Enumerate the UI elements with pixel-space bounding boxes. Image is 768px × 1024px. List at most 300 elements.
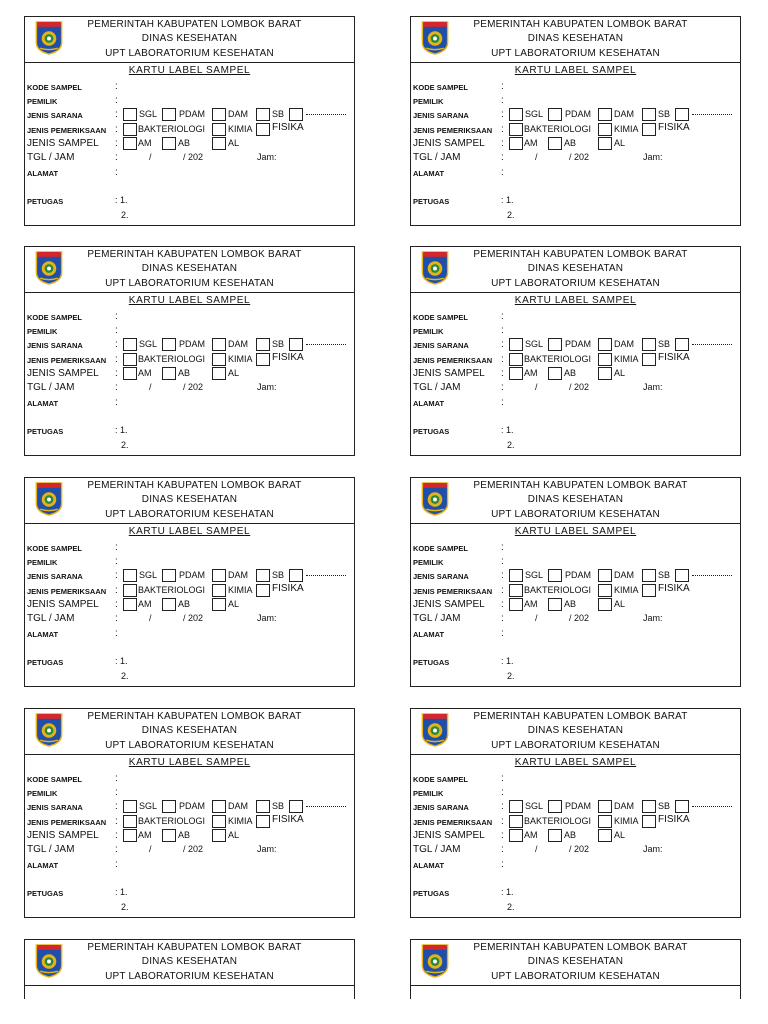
option-bakteriologi: BAKTERIOLOGI — [138, 354, 206, 364]
date-separator-2: / 202 — [183, 382, 204, 392]
checkbox-ab[interactable] — [548, 829, 562, 842]
checkbox-fisika[interactable] — [256, 123, 270, 136]
option-ab: AB — [178, 599, 191, 609]
option-fisika: FISIKA — [658, 352, 690, 363]
label-petugas: PETUGAS — [413, 427, 450, 436]
checkbox-bakteriologi[interactable] — [123, 584, 137, 597]
checkbox-al[interactable] — [212, 137, 226, 150]
checkbox-dam[interactable] — [212, 338, 226, 351]
label-petugas: PETUGAS — [27, 889, 64, 898]
colon: : — [115, 787, 118, 798]
checkbox-sgl[interactable] — [123, 108, 137, 121]
label-jenis-sarana: JENIS SARANA — [27, 341, 83, 350]
label-tgl-jam: TGL / JAM — [413, 613, 461, 624]
option-dam: DAM — [614, 109, 634, 119]
option-kimia: KIMIA — [228, 124, 253, 134]
label-jenis-pemeriksaan: JENIS PEMERIKSAAN — [413, 818, 493, 827]
colon: : — [501, 138, 504, 149]
checkbox-am[interactable] — [123, 598, 137, 611]
label-tgl-jam: TGL / JAM — [27, 844, 75, 855]
label-alamat: ALAMAT — [413, 399, 445, 408]
time-label: Jam: — [257, 613, 277, 623]
colon: : — [115, 801, 118, 812]
option-pdam: PDAM — [565, 570, 592, 580]
header-laboratory: UPT LABORATORIUM KESEHATAN — [105, 278, 274, 289]
option-am: AM — [138, 830, 152, 840]
checkbox-am[interactable] — [509, 829, 523, 842]
label-jenis-sampel: JENIS SAMPEL — [27, 138, 99, 149]
checkbox-sb[interactable] — [256, 800, 270, 813]
checkbox-sb[interactable] — [256, 108, 270, 121]
checkbox-ab[interactable] — [548, 367, 562, 380]
checkbox-al[interactable] — [598, 367, 612, 380]
other-fill-line — [692, 806, 732, 807]
label-pemilik: PEMILIK — [27, 789, 58, 798]
option-fisika: FISIKA — [658, 814, 690, 825]
label-petugas: PETUGAS — [27, 658, 64, 667]
label-pemilik: PEMILIK — [413, 558, 444, 567]
label-pemilik: PEMILIK — [413, 327, 444, 336]
checkbox-ab[interactable] — [162, 829, 176, 842]
header-department: DINAS KESEHATAN — [141, 33, 238, 44]
card-header — [411, 709, 740, 755]
label-jenis-pemeriksaan: JENIS PEMERIKSAAN — [27, 356, 107, 365]
checkbox-dam[interactable] — [598, 800, 612, 813]
petugas-2: 2. — [507, 210, 515, 220]
option-am: AM — [524, 830, 538, 840]
time-label: Jam: — [257, 844, 277, 854]
option-al: AL — [614, 830, 626, 840]
checkbox-dam[interactable] — [598, 108, 612, 121]
option-sgl: SGL — [139, 570, 158, 580]
colon: : — [501, 628, 504, 639]
checkbox-sb-other[interactable] — [675, 800, 689, 813]
label-pemilik: PEMILIK — [27, 97, 58, 106]
colon: : — [501, 844, 504, 855]
sample-label-card-partial — [24, 939, 355, 999]
colon: : — [501, 167, 504, 178]
date-separator-1: / — [535, 382, 538, 392]
colon: : — [501, 613, 504, 624]
colon: : — [501, 816, 504, 827]
header-department: DINAS KESEHATAN — [141, 956, 238, 967]
checkbox-dam[interactable] — [212, 108, 226, 121]
colon: : — [501, 368, 504, 379]
colon: : — [115, 311, 118, 322]
time-label: Jam: — [257, 382, 277, 392]
option-al: AL — [614, 138, 626, 148]
header-department: DINAS KESEHATAN — [527, 956, 624, 967]
option-pdam: PDAM — [179, 339, 206, 349]
checkbox-al[interactable] — [212, 829, 226, 842]
date-separator-1: / — [535, 152, 538, 162]
colon: : — [501, 95, 504, 106]
card-title: KARTU LABEL SAMPEL — [128, 295, 251, 306]
checkbox-sb-other[interactable] — [289, 108, 303, 121]
checkbox-sb[interactable] — [642, 108, 656, 121]
option-ab: AB — [564, 830, 577, 840]
colon: : — [115, 325, 118, 336]
label-kode-sampel: KODE SAMPEL — [27, 544, 83, 553]
label-kode-sampel: KODE SAMPEL — [27, 313, 83, 322]
colon: : — [115, 613, 118, 624]
petugas-2: 2. — [507, 902, 515, 912]
option-sb: SB — [272, 109, 285, 119]
colon: : — [501, 542, 504, 553]
checkbox-al[interactable] — [598, 829, 612, 842]
option-bakteriologi: BAKTERIOLOGI — [524, 585, 592, 595]
checkbox-fisika[interactable] — [256, 584, 270, 597]
checkbox-dam[interactable] — [598, 338, 612, 351]
other-fill-line — [692, 344, 732, 345]
checkbox-am[interactable] — [123, 137, 137, 150]
label-jenis-sarana: JENIS SARANA — [27, 803, 83, 812]
checkbox-dam[interactable] — [212, 569, 226, 582]
label-alamat: ALAMAT — [27, 399, 59, 408]
option-kimia: KIMIA — [614, 816, 639, 826]
checkbox-ab[interactable] — [162, 598, 176, 611]
sample-label-card — [24, 708, 355, 918]
time-label: Jam: — [643, 382, 663, 392]
label-alamat: ALAMAT — [413, 169, 445, 178]
label-jenis-sampel: JENIS SAMPEL — [413, 599, 485, 610]
label-alamat: ALAMAT — [27, 169, 59, 178]
date-separator-2: / 202 — [183, 152, 204, 162]
checkbox-sb[interactable] — [642, 800, 656, 813]
checkbox-sb[interactable] — [642, 569, 656, 582]
checkbox-ab[interactable] — [548, 598, 562, 611]
colon: : — [115, 844, 118, 855]
option-bakteriologi: BAKTERIOLOGI — [524, 354, 592, 364]
checkbox-sb[interactable] — [256, 569, 270, 582]
label-kode-sampel: KODE SAMPEL — [413, 83, 469, 92]
sample-label-card — [410, 477, 741, 687]
label-jenis-sarana: JENIS SARANA — [27, 572, 83, 581]
checkbox-kimia[interactable] — [598, 815, 612, 828]
label-tgl-jam: TGL / JAM — [27, 152, 75, 163]
checkbox-sb-other[interactable] — [675, 569, 689, 582]
petugas-2: 2. — [121, 440, 129, 450]
option-fisika: FISIKA — [272, 122, 304, 133]
label-jenis-sarana: JENIS SARANA — [413, 111, 469, 120]
checkbox-pdam[interactable] — [162, 108, 176, 121]
card-header — [411, 940, 740, 986]
option-am: AM — [138, 368, 152, 378]
colon: : — [115, 95, 118, 106]
colon: : — [115, 81, 118, 92]
date-separator-2: / 202 — [569, 382, 590, 392]
checkbox-kimia[interactable] — [212, 584, 226, 597]
option-al: AL — [614, 599, 626, 609]
card-title: KARTU LABEL SAMPEL — [514, 757, 637, 768]
checkbox-pdam[interactable] — [162, 569, 176, 582]
colon: : — [115, 599, 118, 610]
label-jenis-pemeriksaan: JENIS PEMERIKSAAN — [27, 587, 107, 596]
header-government: PEMERINTAH KABUPATEN LOMBOK BARAT — [473, 249, 688, 260]
checkbox-am[interactable] — [509, 598, 523, 611]
petugas-2: 2. — [121, 671, 129, 681]
option-fisika: FISIKA — [658, 122, 690, 133]
date-separator-1: / — [149, 382, 152, 392]
option-kimia: KIMIA — [614, 354, 639, 364]
label-pemilik: PEMILIK — [27, 558, 58, 567]
other-fill-line — [692, 575, 732, 576]
checkbox-pdam[interactable] — [548, 800, 562, 813]
option-fisika: FISIKA — [272, 814, 304, 825]
sample-label-card — [410, 16, 741, 226]
colon: : — [501, 109, 504, 120]
checkbox-sb-other[interactable] — [675, 108, 689, 121]
label-jenis-sarana: JENIS SARANA — [413, 803, 469, 812]
checkbox-fisika[interactable] — [642, 815, 656, 828]
date-separator-1: / — [535, 844, 538, 854]
sample-label-card — [24, 246, 355, 456]
option-al: AL — [228, 138, 240, 148]
checkbox-dam[interactable] — [212, 800, 226, 813]
checkbox-sb-other[interactable] — [289, 338, 303, 351]
checkbox-sb[interactable] — [642, 338, 656, 351]
card-header — [25, 247, 354, 293]
option-am: AM — [524, 599, 538, 609]
option-ab: AB — [564, 138, 577, 148]
petugas-1: : 1. — [115, 887, 128, 897]
time-label: Jam: — [643, 844, 663, 854]
option-sb: SB — [272, 570, 285, 580]
date-separator-2: / 202 — [183, 844, 204, 854]
option-pdam: PDAM — [179, 570, 206, 580]
label-jenis-sarana: JENIS SARANA — [27, 111, 83, 120]
colon: : — [115, 138, 118, 149]
checkbox-kimia[interactable] — [212, 123, 226, 136]
other-fill-line — [306, 806, 346, 807]
option-bakteriologi: BAKTERIOLOGI — [138, 816, 206, 826]
checkbox-ab[interactable] — [162, 367, 176, 380]
label-jenis-pemeriksaan: JENIS PEMERIKSAAN — [27, 818, 107, 827]
checkbox-bakteriologi[interactable] — [509, 123, 523, 136]
petugas-1: : 1. — [115, 656, 128, 666]
checkbox-bakteriologi[interactable] — [123, 815, 137, 828]
checkbox-bakteriologi[interactable] — [123, 123, 137, 136]
checkbox-fisika[interactable] — [642, 584, 656, 597]
colon: : — [115, 570, 118, 581]
label-jenis-pemeriksaan: JENIS PEMERIKSAAN — [27, 126, 107, 135]
time-label: Jam: — [643, 613, 663, 623]
colon: : — [115, 109, 118, 120]
checkbox-al[interactable] — [212, 367, 226, 380]
checkbox-sgl[interactable] — [509, 338, 523, 351]
label-petugas: PETUGAS — [413, 658, 450, 667]
checkbox-kimia[interactable] — [212, 815, 226, 828]
label-tgl-jam: TGL / JAM — [413, 152, 461, 163]
header-department: DINAS KESEHATAN — [141, 494, 238, 505]
checkbox-bakteriologi[interactable] — [509, 353, 523, 366]
colon: : — [501, 787, 504, 798]
label-kode-sampel: KODE SAMPEL — [27, 83, 83, 92]
option-kimia: KIMIA — [228, 816, 253, 826]
header-laboratory: UPT LABORATORIUM KESEHATAN — [105, 509, 274, 520]
checkbox-sb-other[interactable] — [289, 800, 303, 813]
colon: : — [115, 339, 118, 350]
option-al: AL — [228, 368, 240, 378]
label-tgl-jam: TGL / JAM — [413, 844, 461, 855]
colon: : — [115, 542, 118, 553]
other-fill-line — [692, 114, 732, 115]
date-separator-1: / — [149, 613, 152, 623]
time-label: Jam: — [257, 152, 277, 162]
card-title: KARTU LABEL SAMPEL — [128, 65, 251, 76]
option-sgl: SGL — [525, 570, 544, 580]
colon: : — [115, 167, 118, 178]
sample-label-card — [410, 708, 741, 918]
label-jenis-sampel: JENIS SAMPEL — [413, 830, 485, 841]
option-sb: SB — [272, 801, 285, 811]
option-sgl: SGL — [139, 109, 158, 119]
option-pdam: PDAM — [565, 339, 592, 349]
checkbox-bakteriologi[interactable] — [509, 815, 523, 828]
colon: : — [501, 801, 504, 812]
header-government: PEMERINTAH KABUPATEN LOMBOK BARAT — [87, 19, 302, 30]
checkbox-am[interactable] — [509, 137, 523, 150]
checkbox-sgl[interactable] — [509, 108, 523, 121]
date-separator-2: / 202 — [569, 613, 590, 623]
petugas-2: 2. — [507, 671, 515, 681]
checkbox-pdam[interactable] — [162, 800, 176, 813]
label-jenis-sampel: JENIS SAMPEL — [413, 368, 485, 379]
option-kimia: KIMIA — [614, 124, 639, 134]
checkbox-fisika[interactable] — [256, 353, 270, 366]
checkbox-sb-other[interactable] — [289, 569, 303, 582]
colon: : — [501, 354, 504, 365]
time-label: Jam: — [643, 152, 663, 162]
colon: : — [501, 339, 504, 350]
other-fill-line — [306, 575, 346, 576]
option-al: AL — [228, 599, 240, 609]
label-kode-sampel: KODE SAMPEL — [413, 544, 469, 553]
label-jenis-sarana: JENIS SARANA — [413, 341, 469, 350]
option-ab: AB — [564, 368, 577, 378]
label-jenis-sampel: JENIS SAMPEL — [413, 138, 485, 149]
card-header — [25, 17, 354, 63]
checkbox-am[interactable] — [123, 367, 137, 380]
checkbox-ab[interactable] — [162, 137, 176, 150]
colon: : — [115, 628, 118, 639]
header-laboratory: UPT LABORATORIUM KESEHATAN — [105, 971, 274, 982]
checkbox-sb-other[interactable] — [675, 338, 689, 351]
label-petugas: PETUGAS — [27, 427, 64, 436]
option-fisika: FISIKA — [658, 583, 690, 594]
option-sgl: SGL — [139, 801, 158, 811]
checkbox-sgl[interactable] — [509, 569, 523, 582]
checkbox-am[interactable] — [123, 829, 137, 842]
checkbox-fisika[interactable] — [256, 815, 270, 828]
checkbox-dam[interactable] — [598, 569, 612, 582]
colon: : — [501, 859, 504, 870]
checkbox-kimia[interactable] — [598, 353, 612, 366]
header-department: DINAS KESEHATAN — [527, 494, 624, 505]
petugas-1: : 1. — [501, 656, 514, 666]
card-header — [25, 478, 354, 524]
option-dam: DAM — [614, 339, 634, 349]
checkbox-al[interactable] — [598, 598, 612, 611]
colon: : — [115, 354, 118, 365]
checkbox-pdam[interactable] — [548, 338, 562, 351]
card-header — [411, 247, 740, 293]
colon: : — [115, 152, 118, 163]
checkbox-bakteriologi[interactable] — [509, 584, 523, 597]
petugas-2: 2. — [121, 210, 129, 220]
card-header — [411, 478, 740, 524]
option-bakteriologi: BAKTERIOLOGI — [524, 816, 592, 826]
label-pemilik: PEMILIK — [413, 789, 444, 798]
option-dam: DAM — [614, 801, 634, 811]
colon: : — [501, 570, 504, 581]
card-title: KARTU LABEL SAMPEL — [128, 757, 251, 768]
colon: : — [501, 311, 504, 322]
sample-label-card — [24, 16, 355, 226]
option-am: AM — [138, 138, 152, 148]
colon: : — [115, 397, 118, 408]
header-laboratory: UPT LABORATORIUM KESEHATAN — [491, 971, 660, 982]
option-pdam: PDAM — [565, 109, 592, 119]
header-department: DINAS KESEHATAN — [527, 263, 624, 274]
checkbox-sgl[interactable] — [509, 800, 523, 813]
header-laboratory: UPT LABORATORIUM KESEHATAN — [105, 740, 274, 751]
option-bakteriologi: BAKTERIOLOGI — [524, 124, 592, 134]
checkbox-sgl[interactable] — [123, 338, 137, 351]
option-pdam: PDAM — [179, 801, 206, 811]
option-sgl: SGL — [139, 339, 158, 349]
checkbox-fisika[interactable] — [642, 123, 656, 136]
label-tgl-jam: TGL / JAM — [413, 382, 461, 393]
checkbox-ab[interactable] — [548, 137, 562, 150]
header-department: DINAS KESEHATAN — [527, 725, 624, 736]
sample-label-card — [24, 477, 355, 687]
checkbox-sgl[interactable] — [123, 569, 137, 582]
card-header — [25, 940, 354, 986]
colon: : — [501, 124, 504, 135]
option-ab: AB — [178, 368, 191, 378]
checkbox-pdam[interactable] — [548, 108, 562, 121]
option-sb: SB — [658, 109, 671, 119]
checkbox-am[interactable] — [509, 367, 523, 380]
checkbox-pdam[interactable] — [548, 569, 562, 582]
other-fill-line — [306, 344, 346, 345]
checkbox-pdam[interactable] — [162, 338, 176, 351]
card-title: KARTU LABEL SAMPEL — [514, 295, 637, 306]
checkbox-fisika[interactable] — [642, 353, 656, 366]
header-department: DINAS KESEHATAN — [527, 33, 624, 44]
colon: : — [501, 81, 504, 92]
option-am: AM — [524, 368, 538, 378]
checkbox-al[interactable] — [598, 137, 612, 150]
header-laboratory: UPT LABORATORIUM KESEHATAN — [491, 278, 660, 289]
checkbox-kimia[interactable] — [598, 584, 612, 597]
label-tgl-jam: TGL / JAM — [27, 613, 75, 624]
checkbox-kimia[interactable] — [598, 123, 612, 136]
checkbox-bakteriologi[interactable] — [123, 353, 137, 366]
petugas-1: : 1. — [115, 425, 128, 435]
label-jenis-sampel: JENIS SAMPEL — [27, 599, 99, 610]
checkbox-al[interactable] — [212, 598, 226, 611]
card-title: KARTU LABEL SAMPEL — [128, 526, 251, 537]
colon: : — [501, 325, 504, 336]
option-sgl: SGL — [525, 801, 544, 811]
header-laboratory: UPT LABORATORIUM KESEHATAN — [491, 509, 660, 520]
label-tgl-jam: TGL / JAM — [27, 382, 75, 393]
checkbox-kimia[interactable] — [212, 353, 226, 366]
checkbox-sb[interactable] — [256, 338, 270, 351]
checkbox-sgl[interactable] — [123, 800, 137, 813]
